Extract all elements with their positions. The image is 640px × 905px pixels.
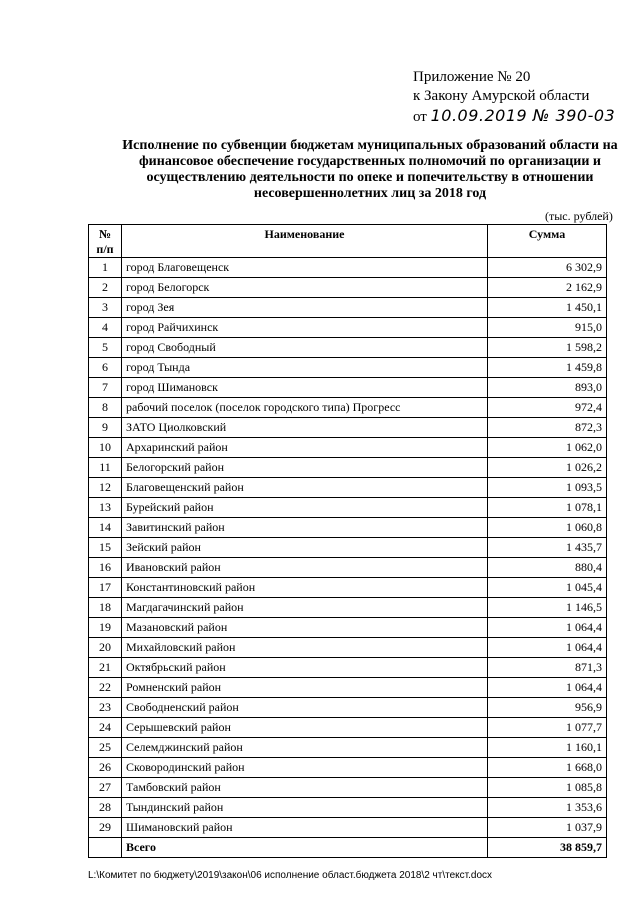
row-sum: 1 060,8: [488, 518, 607, 538]
row-sum: 1 160,1: [488, 738, 607, 758]
row-sum: 1 064,4: [488, 638, 607, 658]
table-row: [89, 458, 607, 478]
table-row: [89, 618, 607, 638]
table-body: [89, 258, 607, 858]
document-title: Исполнение по субвенции бюджетам муниципальных образований области на финансовое обеспечение государственных полномочий по организации и осуществлению деятельности по опеке и попечительству в отношении несовершеннолетних лиц за 2018 год: [122, 138, 618, 201]
row-num: 16: [89, 558, 122, 578]
row-name: Магдагачинский район: [122, 598, 488, 618]
table-row: [89, 758, 607, 778]
row-num: 29: [89, 818, 122, 838]
header-name: Наименование: [122, 225, 488, 258]
row-sum: 956,9: [488, 698, 607, 718]
annex-number: Приложение № 20: [413, 69, 531, 85]
row-name: Благовещенский район: [122, 478, 488, 498]
annex-block: [413, 68, 615, 127]
table-row: [89, 258, 607, 278]
row-sum: 1 085,8: [488, 778, 607, 798]
table-header-row: [89, 225, 607, 258]
table-row: [89, 598, 607, 618]
row-name: город Шимановск: [122, 378, 488, 398]
row-sum: 1 435,7: [488, 538, 607, 558]
row-num: 7: [89, 378, 122, 398]
row-num: 13: [89, 498, 122, 518]
total-sum: 38 859,7: [488, 838, 607, 858]
row-num: 21: [89, 658, 122, 678]
subvention-table: [88, 224, 607, 858]
row-num: 24: [89, 718, 122, 738]
row-num: 11: [89, 458, 122, 478]
table-row: [89, 558, 607, 578]
row-sum: 1 037,9: [488, 818, 607, 838]
handwritten-date-number: 10.09.2019 № 390-03: [430, 106, 616, 125]
row-sum: 872,3: [488, 418, 607, 438]
total-label: Всего: [122, 838, 488, 858]
row-name: Свободненский район: [122, 698, 488, 718]
row-name: Завитинский район: [122, 518, 488, 538]
row-sum: 871,3: [488, 658, 607, 678]
table-row: [89, 578, 607, 598]
row-name: ЗАТО Циолковский: [122, 418, 488, 438]
row-sum: 1 064,4: [488, 618, 607, 638]
row-sum: 1 045,4: [488, 578, 607, 598]
row-sum: 1 459,8: [488, 358, 607, 378]
table-row: [89, 718, 607, 738]
row-name: Тамбовский район: [122, 778, 488, 798]
row-sum: 1 146,5: [488, 598, 607, 618]
table-row: [89, 658, 607, 678]
row-num: 28: [89, 798, 122, 818]
row-num: 8: [89, 398, 122, 418]
header-num: № п/п: [89, 225, 122, 258]
table-row: [89, 438, 607, 458]
row-name: Белогорский район: [122, 458, 488, 478]
table-row: [89, 638, 607, 658]
header-sum: Сумма: [488, 225, 607, 258]
row-num: 5: [89, 338, 122, 358]
row-sum: 1 064,4: [488, 678, 607, 698]
row-name: Ивановский район: [122, 558, 488, 578]
row-num: 9: [89, 418, 122, 438]
row-sum: 6 302,9: [488, 258, 607, 278]
file-path-footer: L:\Комитет по бюджету\2019\закон\06 исполнение област.бюджета 2018\2 чт\текст.docx: [88, 870, 493, 881]
table-row: [89, 678, 607, 698]
row-sum: 972,4: [488, 398, 607, 418]
row-name: Октябрьский район: [122, 658, 488, 678]
row-num: 19: [89, 618, 122, 638]
row-sum: 1 450,1: [488, 298, 607, 318]
row-sum: 1 062,0: [488, 438, 607, 458]
table-row: [89, 358, 607, 378]
row-num: 4: [89, 318, 122, 338]
row-name: город Райчихинск: [122, 318, 488, 338]
row-num: 26: [89, 758, 122, 778]
row-num: 23: [89, 698, 122, 718]
row-sum: 880,4: [488, 558, 607, 578]
row-name: город Благовещенск: [122, 258, 488, 278]
row-name: город Свободный: [122, 338, 488, 358]
row-name: рабочий поселок (поселок городского типа) Прогресс: [122, 398, 488, 418]
row-num: 6: [89, 358, 122, 378]
row-sum: 1 353,6: [488, 798, 607, 818]
row-num: 15: [89, 538, 122, 558]
table-row: [89, 418, 607, 438]
row-sum: 915,0: [488, 318, 607, 338]
row-name: Мазановский район: [122, 618, 488, 638]
table-row: [89, 778, 607, 798]
row-sum: 1 077,7: [488, 718, 607, 738]
row-num: 25: [89, 738, 122, 758]
row-name: Селемджинский район: [122, 738, 488, 758]
table-row: [89, 318, 607, 338]
row-name: Ромненский район: [122, 678, 488, 698]
row-num: 12: [89, 478, 122, 498]
row-sum: 1 078,1: [488, 498, 607, 518]
row-num: 14: [89, 518, 122, 538]
annex-law: к Закону Амурской области: [413, 88, 590, 104]
table-row: [89, 518, 607, 538]
row-sum: 2 162,9: [488, 278, 607, 298]
table-row: [89, 398, 607, 418]
row-name: Шимановский район: [122, 818, 488, 838]
row-name: Константиновский район: [122, 578, 488, 598]
annex-date-line: [413, 106, 615, 127]
table-row: [89, 298, 607, 318]
table-row: [89, 738, 607, 758]
table-row: [89, 798, 607, 818]
table-total-row: [89, 838, 607, 858]
row-name: Тындинский район: [122, 798, 488, 818]
row-name: Зейский район: [122, 538, 488, 558]
table-row: [89, 498, 607, 518]
total-num: [89, 838, 122, 858]
table-row: [89, 338, 607, 358]
unit-label: (тыс. рублей): [545, 209, 613, 223]
row-num: 27: [89, 778, 122, 798]
row-num: 22: [89, 678, 122, 698]
row-name: Архаринский район: [122, 438, 488, 458]
table-row: [89, 378, 607, 398]
row-num: 3: [89, 298, 122, 318]
row-name: Сковородинский район: [122, 758, 488, 778]
row-sum: 1 598,2: [488, 338, 607, 358]
row-sum: 1 093,5: [488, 478, 607, 498]
row-num: 2: [89, 278, 122, 298]
row-sum: 1 026,2: [488, 458, 607, 478]
row-num: 18: [89, 598, 122, 618]
row-sum: 1 668,0: [488, 758, 607, 778]
table-row: [89, 538, 607, 558]
row-num: 20: [89, 638, 122, 658]
table-row: [89, 278, 607, 298]
row-name: Михайловский район: [122, 638, 488, 658]
table-row: [89, 818, 607, 838]
row-num: 10: [89, 438, 122, 458]
row-num: 1: [89, 258, 122, 278]
table-row: [89, 478, 607, 498]
row-name: Бурейский район: [122, 498, 488, 518]
row-name: Серышевский район: [122, 718, 488, 738]
row-num: 17: [89, 578, 122, 598]
row-name: город Белогорск: [122, 278, 488, 298]
table-row: [89, 698, 607, 718]
row-name: город Зея: [122, 298, 488, 318]
row-name: город Тында: [122, 358, 488, 378]
annex-date-prefix: от: [413, 109, 427, 125]
row-sum: 893,0: [488, 378, 607, 398]
